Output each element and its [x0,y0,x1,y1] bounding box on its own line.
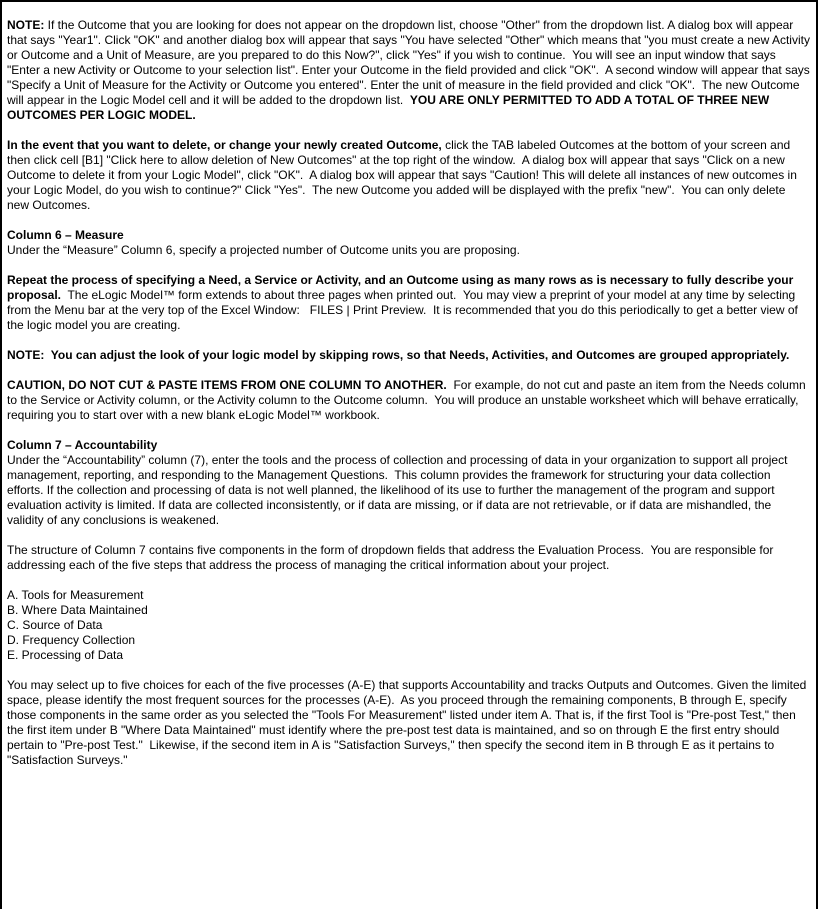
column7-structure-paragraph: The structure of Column 7 contains five components in the form of dropdown fields that address the Evaluation Process. You are responsible for addressing each of the five steps that address the process of managing the critical information about your project. [7,543,777,572]
list-item-frequency-collection: D. Frequency Collection [7,633,136,647]
three-outcomes-limit-emphasis: YOU ARE ONLY PERMITTED TO ADD A TOTAL OF THREE NEW OUTCOMES PER LOGIC MODEL. [7,93,773,122]
selection-guidance-paragraph: You may select up to five choices for each of the five processes (A-E) that supports Accountability and tracks Outputs and Outcomes. Given the limited space, please identify the most frequent sources for the processes (A-E). As you proceed through the remaining components, B through E, specify those components in the same order as you selected the "Tools For Measurement" listed under item A. That is, if the first Tool is "Pre-post Test," then the first item under B "Where Data Maintained" must identify where the pre-post test data is maintained, and so on through E the first entry should pertain to "Pre-post Test." Likewise, if the second item in A is "Satisfaction Surveys," then specify the second item in B through E as it pertains to "Satisfaction Surveys." [7,678,810,767]
evaluation-components-list [7,588,810,663]
column6-measure-heading: Column 6 – Measure [7,228,124,242]
caution-paragraph [7,378,810,423]
caution-text: For example, do not cut and paste an item from the Needs column to the Service or Activity column, or the Activity column to the Outcome column. You will produce an unstable worksheet which will behave erratically, requiring you to start over with a new blank eLogic Model™ workbook. [7,378,809,422]
list-item-where-data-maintained: B. Where Data Maintained [7,603,148,617]
list-item-tools-for-measurement: A. Tools for Measurement [7,588,144,602]
note-add-outcomes-text: If the Outcome that you are looking for does not appear on the dropdown list, choose "Other" from the dropdown list. A dialog box will appear that says "Year1". Click "OK" and another dialog box will appear that says "You have selected "Other" which means that "you must create a new Activity or Outcome and a Unit of Measure, are you prepared to do this Now?", click "Yes" if you wish to continue. You will see an input window that says "Enter a new Activity or Outcome to your selection list". Enter your Outcome in the field provided and click "OK". A second window will appear that says "Specify a Unit of Measure for the Activity or Outcome you entered". Enter the unit of measure in the field provided and click "OK". The new Outcome will appear in the Logic Model cell and it will be added to the dropdown list. [7,18,814,107]
note-label: NOTE: [7,18,45,32]
list-item-processing-of-data: E. Processing of Data [7,648,124,662]
repeat-process-text: The eLogic Model™ form extends to about three pages when printed out. You may view a preprint of your model at any time by selecting from the Menu bar at the very top of the Excel Window: FILES | Print Preview. It is recommended that you do this periodically to get a better view of the logic model you are creating. [7,288,802,332]
repeat-process-lead: Repeat the process of specifying a Need, a Service or Activity, and an Outcome using as many rows as is necessary to fully describe your proposal. [7,273,797,302]
note-skip-rows-paragraph: NOTE: You can adjust the look of your logic model by skipping rows, so that Needs, Activities, and Outcomes are grouped appropriately. [7,348,790,362]
caution-lead: CAUTION, DO NOT CUT & PASTE ITEMS FROM ONE COLUMN TO ANOTHER. [7,378,447,392]
note-add-outcomes-paragraph [7,18,814,123]
delete-outcome-text: click the TAB labeled Outcomes at the bottom of your screen and then click cell [B1] "Click here to allow deletion of New Outcomes" at the top right of the window. A dialog box will appear that says "Click on a new Outcome to delete it from your Logic Model", click "OK". A dialog box will appear that says "Caution! This will delete all instances of new outcomes in your Logic Model, do you wish to continue?" Click "Yes". The new Outcome you added will be displayed with the prefix "new". You can only delete new Outcomes. [7,138,801,212]
repeat-process-paragraph [7,273,810,333]
column7-accountability-heading: Column 7 – Accountability [7,438,158,452]
list-item-source-of-data: C. Source of Data [7,618,103,632]
column7-accountability-paragraph: Under the “Accountability” column (7), enter the tools and the process of collection and processing of data in your organization to support all project management, reporting, and responding to the Management Questions. This column provides the framework for structuring your data collection efforts. If the collection and processing of data is not well planned, the likelihood of its use to further the management of the program and support evaluation activity is limited. If data are collected inconsistently, or if data are missing, or if data are not retrievable, or if data are mishandled, the validity of any conclusions is weakened. [7,453,791,527]
delete-outcome-lead: In the event that you want to delete, or change your newly created Outcome, [7,138,442,152]
delete-outcome-paragraph [7,138,810,213]
column6-measure-paragraph: Under the “Measure” Column 6, specify a projected number of Outcome units you are proposing. [7,243,520,257]
